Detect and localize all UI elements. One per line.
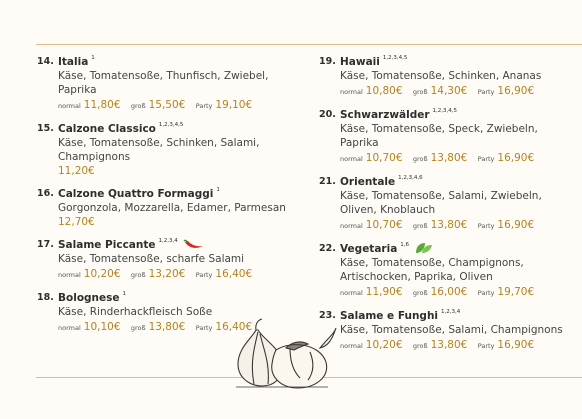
menu-column-left (37, 55, 287, 344)
price-party: 19,70€ (497, 286, 535, 298)
item-description: Käse, Rinderhackfleisch Soße (58, 306, 213, 318)
price-gross: 13,80€ (430, 152, 468, 164)
item-name: Vegetaria (340, 243, 398, 255)
allergen-codes: 1 (216, 187, 220, 193)
price-label-normal: normal (340, 289, 363, 297)
allergen-codes: 1,2,3,4,5 (158, 122, 184, 128)
price-party: 16,90€ (497, 339, 535, 351)
price-label-normal: normal (340, 342, 363, 350)
price-gross: 15,50€ (148, 99, 186, 111)
item-description: Käse, Tomatensoße, Schinken, Salami, Champignons (58, 137, 260, 163)
price-gross: 13,20€ (148, 268, 186, 280)
price-normal: 11,80€ (83, 99, 121, 111)
allergen-codes: 1,2,3,4 (158, 238, 178, 244)
price-gross: 13,80€ (430, 339, 468, 351)
item-number: 16. (37, 188, 54, 199)
item-description: Käse, Tomatensoße, Salami, Champignons (340, 324, 563, 336)
price-label-gross: groß (412, 222, 428, 230)
price-label-gross: groß (412, 289, 428, 297)
price-label-gross: groß (130, 102, 146, 110)
item-number: 23. (319, 310, 336, 321)
menu-item (319, 242, 579, 300)
menu-item (319, 309, 579, 353)
item-number: 22. (319, 243, 336, 254)
item-name: Italia (58, 56, 89, 68)
price-gross: 16,00€ (430, 286, 468, 298)
item-name: Calzone Classico (58, 123, 156, 135)
price-row (58, 98, 287, 113)
price-normal: 10,70€ (365, 152, 403, 164)
price-label-normal: normal (58, 102, 81, 110)
item-number: 15. (37, 123, 54, 134)
item-description: Käse, Tomatensoße, Champignons, Artischocken, Paprika, Oliven (340, 257, 524, 283)
item-price: 11,20€ (58, 165, 95, 177)
price-normal: 10,80€ (365, 85, 403, 97)
menu-item (37, 122, 287, 178)
allergen-codes: 1 (122, 291, 127, 297)
price-label-party: Party (477, 222, 495, 230)
price-label-normal: normal (58, 271, 81, 279)
price-label-normal: normal (340, 88, 363, 96)
price-label-gross: groß (130, 324, 146, 332)
price-label-party: Party (477, 289, 495, 297)
menu-item (37, 238, 287, 282)
vegetables-illustration-icon (228, 318, 338, 394)
item-description: Käse, Tomatensoße, Speck, Zwiebeln, Paprika (340, 123, 538, 149)
price-row (58, 267, 287, 282)
item-number: 19. (319, 56, 336, 67)
menu-item (37, 55, 287, 113)
item-description: Käse, Tomatensoße, Thunfisch, Zwiebel, Paprika (58, 70, 269, 96)
item-number: 14. (37, 56, 54, 67)
item-name: Orientale (340, 176, 396, 188)
item-name: Salame Piccante (58, 239, 156, 251)
item-number: 17. (37, 239, 54, 250)
price-label-normal: normal (340, 222, 363, 230)
price-gross: 13,80€ (430, 219, 468, 231)
item-name: Bolognese (58, 292, 120, 304)
menu-item (319, 175, 579, 233)
item-description: Käse, Tomatensoße, scharfe Salami (58, 253, 245, 265)
price-party: 16,90€ (497, 219, 535, 231)
price-normal: 10,10€ (83, 321, 121, 333)
item-description: Käse, Tomatensoße, Salami, Zwiebeln, Oliven, Knoblauch (340, 190, 542, 216)
item-name: Salame e Funghi (340, 310, 439, 322)
price-row (340, 84, 579, 99)
menu-column-right (319, 55, 579, 362)
allergen-codes: 1,2,3,4,5 (432, 108, 458, 114)
allergen-codes: 1,2,3,4 (441, 309, 461, 315)
price-party: 16,90€ (497, 85, 535, 97)
price-row (340, 338, 579, 353)
menu-item (319, 55, 579, 99)
price-party: 16,40€ (215, 321, 253, 333)
item-number: 20. (319, 109, 336, 120)
price-label-party: Party (477, 88, 495, 96)
price-party: 19,10€ (215, 99, 253, 111)
item-price: 12,70€ (58, 216, 95, 228)
price-label-party: Party (195, 102, 213, 110)
price-label-party: Party (477, 155, 495, 163)
price-row (340, 285, 579, 300)
menu-item (37, 187, 287, 229)
price-row (340, 218, 579, 233)
price-label-gross: groß (130, 271, 146, 279)
allergen-codes: 1,6 (400, 242, 410, 248)
price-row (340, 151, 579, 166)
allergen-codes: 1,2,3,4,6 (398, 175, 423, 181)
price-label-normal: normal (340, 155, 363, 163)
price-normal: 11,90€ (365, 286, 403, 298)
item-description: Käse, Tomatensoße, Schinken, Ananas (340, 70, 542, 82)
menu-item (319, 108, 579, 166)
price-label-gross: groß (412, 155, 428, 163)
item-description: Gorgonzola, Mozzarella, Edamer, Parmesan (58, 202, 286, 214)
price-party: 16,90€ (497, 152, 535, 164)
item-number: 21. (319, 176, 336, 187)
price-label-party: Party (195, 271, 213, 279)
item-name: Calzone Quattro Formaggi (58, 188, 214, 200)
price-label-gross: groß (412, 342, 428, 350)
item-number: 18. (37, 292, 54, 303)
item-name: Schwarzwälder (340, 109, 430, 121)
price-normal: 10,20€ (83, 268, 121, 280)
price-normal: 10,20€ (365, 339, 403, 351)
price-label-party: Party (195, 324, 213, 332)
item-name: Hawaii (340, 56, 380, 68)
allergen-codes: 1,2,3,4,5 (382, 55, 408, 61)
top-divider (36, 44, 582, 45)
price-party: 16,40€ (215, 268, 253, 280)
price-gross: 13,80€ (148, 321, 186, 333)
price-label-gross: groß (412, 88, 428, 96)
allergen-codes: 1 (91, 55, 95, 61)
price-label-party: Party (477, 342, 495, 350)
price-gross: 14,30€ (430, 85, 468, 97)
price-normal: 10,70€ (365, 219, 403, 231)
price-label-normal: normal (58, 324, 81, 332)
